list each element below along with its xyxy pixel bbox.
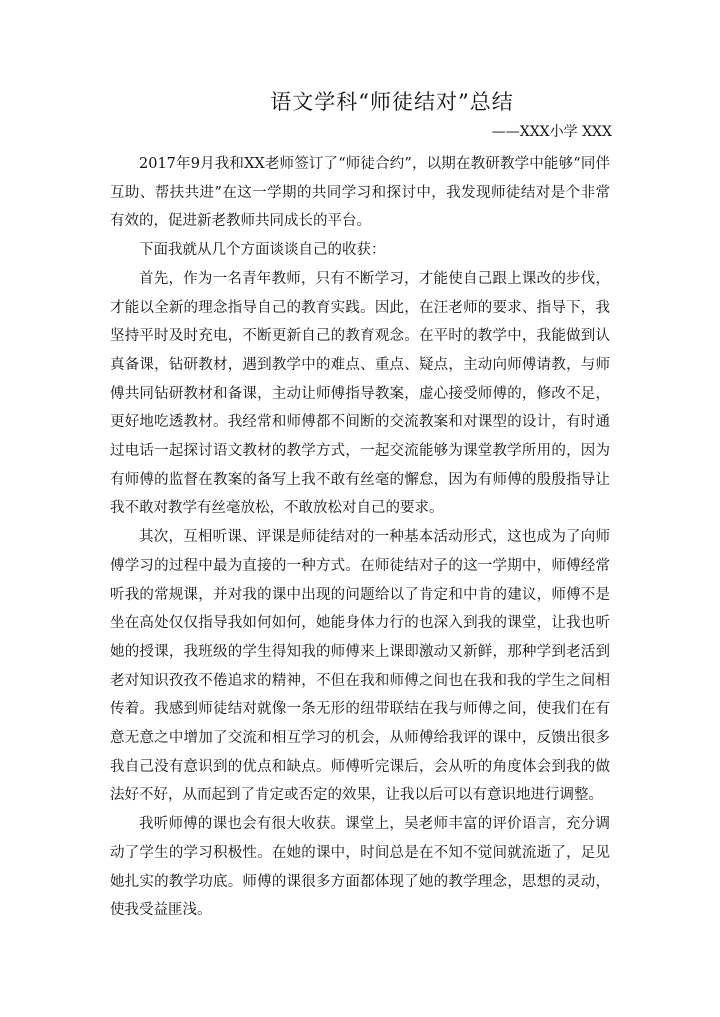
paragraph-third-point: 我听师傅的课也会有很大收获。课堂上，吴老师丰富的评价语言，充分调动了学生的学习积极性。在她的课中，时间总是在不知不觉间就流逝了，足见她扎实的教学功底。师傅的课很多方面都体现了她的教学理念，思想的灵动，使我受益匪浅。 xyxy=(110,816,610,919)
paragraph-lead-in: 下面我就从几个方面谈谈自己的收获： xyxy=(139,242,386,259)
document-title: 语文学科“师徒结对”总结 xyxy=(270,90,514,114)
document-author: ——XXX小学 XXX xyxy=(491,124,612,140)
paragraph-second-point: 其次，互相听课、评课是师徒结对的一种基本活动形式，这也成为了向师傅学习的过程中最为直接的一种方式。在师徒结对子的这一学期中，师傅经常听我的常规课，并对我的课中出现的问题给以了肯定和中肯的建议，师傅不是坐在高处仅仅指导我如何如何，她能身体力行的也深入到我的课堂，让我也听她的授课，我班级的学生得知我的师傅来上课即激动又新鲜，那种学到老活到老对知识孜孜不倦追求的精神，不但在我和师傅之间也在我和我的学生之间相传着。我感到师徒结对就像一条无形的纽带联结在我与师傅之间，使我们在有意无意之中增加了交流和相互学习的机会，从师傅给我评的课中，反馈出很多我自己没有意识到的优点和缺点。师傅听完课后，会从听的角度体会到我的做法好不好，从而起到了肯定或否定的效果，让我以后可以有意识地进行调整。 xyxy=(110,529,610,804)
document-body xyxy=(110,150,610,925)
paragraph-intro: 2017年9月我和XX老师签订了“师徒合约”，以期在教研教学中能够“同伴互助、帮扶共进”在这一学期的共同学习和探讨中，我发现师徒结对是个非常有效的，促进新老教师共同成长的平台。 xyxy=(110,156,610,230)
paragraph-first-point: 首先，作为一名青年教师，只有不断学习，才能使自己跟上课改的步伐，才能以全新的理念指导自己的教育实践。因此，在汪老师的要求、指导下，我坚持平时及时充电，不断更新自己的教育观念。在平时的教学中，我能做到认真备课，钻研教材，遇到教学中的难点、重点、疑点，主动向师傅请教，与师傅共同钻研教材和备课，主动让师傅指导教案，虚心接受师傅的，修改不足，更好地吃透教材。我经常和师傅都不间断的交流教案和对课型的设计，有时通过电话一起探讨语文教材的教学方式，一起交流能够为课堂教学所用的，因为有师傅的监督在教案的备写上我不敢有丝毫的懈怠，因为有师傅的殷殷指导让我不敢对教学有丝毫放松，不敢放松对自己的要求。 xyxy=(110,270,610,517)
